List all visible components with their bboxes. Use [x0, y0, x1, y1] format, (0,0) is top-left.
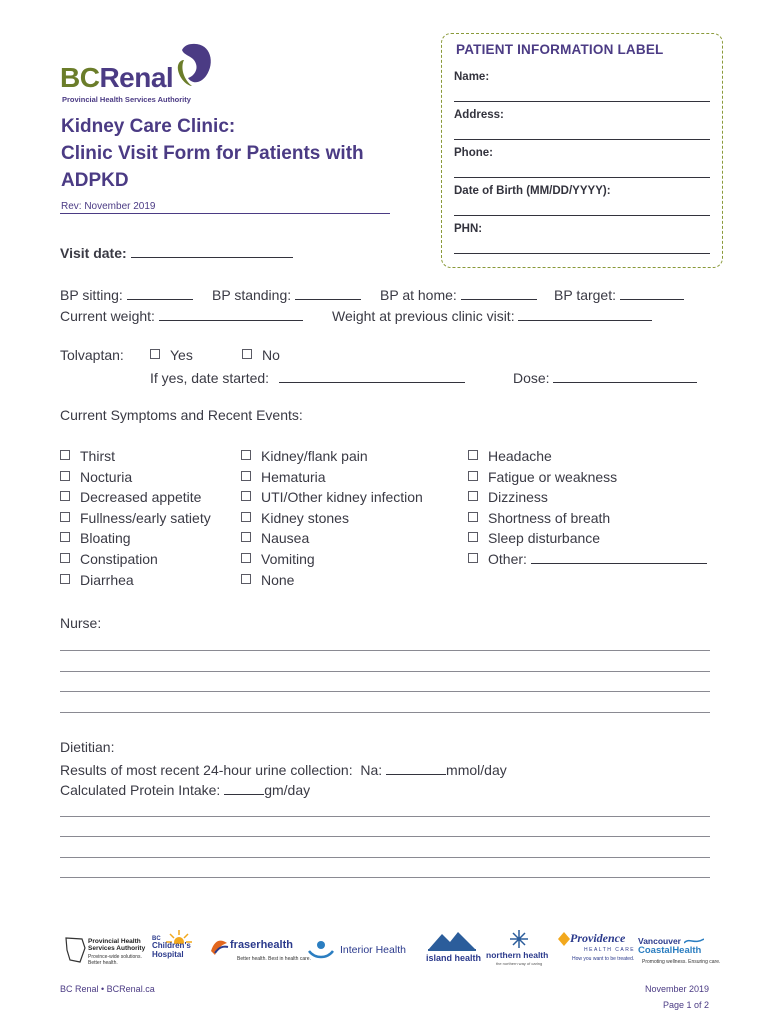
bc-map-icon	[64, 936, 86, 964]
symptom-item[interactable]	[241, 446, 423, 467]
phn-field-line[interactable]	[454, 253, 710, 254]
symptoms-column-1	[60, 446, 211, 590]
current-weight-label: Current weight:	[60, 308, 155, 324]
visit-date-row	[60, 243, 293, 261]
visit-date-label: Visit date:	[60, 245, 127, 261]
dietitian-label: Dietitian:	[60, 739, 115, 755]
previous-weight-label: Weight at previous clinic visit:	[332, 308, 515, 324]
interior-health-icon	[307, 939, 335, 961]
yes-checkbox[interactable]	[150, 349, 160, 359]
providence-tagline: How you want to be treated.	[572, 956, 635, 962]
title-line-1: Kidney Care Clinic:	[61, 116, 236, 137]
title-line-3: ADPKD	[61, 170, 129, 191]
fraser-tagline: Better health. Best in health care.	[237, 956, 311, 962]
sodium-unit: mmol/day	[446, 762, 507, 778]
vch-name-line-1: Vancouver	[638, 936, 681, 946]
checkbox[interactable]	[241, 553, 251, 563]
symptom-label: Shortness of breath	[488, 509, 611, 526]
footer-date: November 2019	[644, 984, 709, 994]
bp-standing-label: BP standing:	[212, 287, 292, 303]
yes-label: Yes	[170, 347, 193, 363]
logo-renal: Renal	[99, 62, 174, 93]
bp-sitting	[60, 285, 193, 303]
symptom-label: Vomiting	[261, 550, 315, 567]
title-line-2: Clinic Visit Form for Patients with	[61, 143, 364, 164]
checkbox[interactable]	[468, 491, 478, 501]
symptom-item[interactable]	[468, 446, 707, 467]
previous-weight-field[interactable]	[518, 306, 652, 321]
previous-weight	[332, 306, 652, 324]
nurse-line[interactable]	[60, 712, 710, 713]
symptoms-column-2	[241, 446, 423, 590]
bc-childrens-hospital-logo	[152, 930, 202, 968]
snowflake-icon	[510, 930, 528, 948]
bp-target-field[interactable]	[620, 285, 684, 300]
current-weight-field[interactable]	[159, 306, 303, 321]
symptom-item[interactable]	[60, 508, 211, 529]
symptom-label: Fullness/early satiety	[80, 509, 211, 526]
symptom-label: Fatigue or weakness	[488, 468, 618, 485]
logo-subtitle: Provincial Health Services Authority	[62, 95, 191, 104]
symptom-item[interactable]	[60, 487, 211, 508]
no-label: No	[262, 347, 280, 363]
symptom-label: Thirst	[80, 448, 115, 464]
northern-health-logo	[486, 930, 552, 966]
nurse-label: Nurse:	[60, 615, 102, 631]
tolvaptan-date-started	[150, 368, 465, 386]
visit-date-field[interactable]	[131, 243, 293, 258]
page-title	[61, 113, 364, 194]
checkbox[interactable]	[241, 491, 251, 501]
providence-emblem-icon	[558, 932, 570, 946]
nurse-line[interactable]	[60, 691, 710, 692]
dietitian-line[interactable]	[60, 877, 710, 878]
address-field-line[interactable]	[454, 139, 710, 140]
protein-intake-row	[60, 780, 310, 798]
symptom-label: UTI/Other kidney infection	[261, 489, 423, 506]
checkbox[interactable]	[60, 574, 70, 584]
symptom-item[interactable]	[60, 570, 211, 591]
checkbox[interactable]	[60, 512, 70, 522]
symptom-label: Nocturia	[80, 468, 133, 485]
dose-field[interactable]	[553, 368, 697, 383]
symptom-label: None	[261, 571, 295, 588]
dietitian-line[interactable]	[60, 857, 710, 858]
checkbox[interactable]	[60, 471, 70, 481]
vch-tagline: Promoting wellness. Ensuring care.	[642, 959, 721, 965]
symptom-item[interactable]	[241, 487, 423, 508]
name-field-line[interactable]	[454, 101, 710, 102]
checkbox[interactable]	[241, 471, 251, 481]
symptom-label: Decreased appetite	[80, 489, 202, 506]
providence-subtitle: HEALTH CARE	[584, 947, 636, 953]
island-name: island health	[426, 953, 482, 963]
bp-standing	[212, 285, 361, 303]
urine-collection-label: Results of most recent 24-hour urine collection: Na:	[60, 762, 387, 778]
phsa-name: Provincial Health Services Authority	[88, 938, 146, 952]
checkbox[interactable]	[60, 450, 70, 460]
checkbox[interactable]	[468, 450, 478, 460]
symptoms-column-3	[468, 446, 707, 570]
symptom-item[interactable]	[468, 508, 707, 529]
protein-intake-label: Calculated Protein Intake:	[60, 782, 225, 798]
checkbox[interactable]	[60, 553, 70, 563]
other-symptom-field[interactable]	[531, 549, 707, 564]
symptom-label: Sleep disturbance	[488, 530, 601, 547]
vancouver-coastal-health-logo	[638, 936, 721, 968]
patient-information-label-box	[441, 33, 723, 268]
providence-health-care-logo	[558, 930, 636, 966]
checkbox[interactable]	[241, 512, 251, 522]
checkbox[interactable]	[468, 553, 478, 563]
wave-icon	[684, 937, 704, 945]
logo-bc: BC	[60, 62, 100, 93]
interior-health-logo	[307, 939, 415, 963]
symptom-item[interactable]	[241, 570, 423, 591]
date-started-label: If yes, date started:	[150, 370, 270, 386]
bcrenal-logo	[60, 40, 220, 104]
bp-sitting-label: BP sitting:	[60, 287, 123, 303]
checkbox[interactable]	[241, 574, 251, 584]
title-divider	[60, 213, 390, 214]
bp-sitting-field[interactable]	[127, 285, 193, 300]
symptom-item[interactable]	[241, 467, 423, 488]
dose-label: Dose:	[513, 370, 550, 386]
phone-field-label: Phone:	[454, 147, 493, 159]
revision-date: Rev: November 2019	[61, 201, 156, 212]
checkbox[interactable]	[241, 532, 251, 542]
bp-home	[380, 285, 537, 303]
fraser-name: fraserhealth	[230, 939, 293, 951]
symptom-item[interactable]	[60, 549, 211, 570]
symptom-item[interactable]	[468, 528, 707, 549]
symptom-item[interactable]	[468, 467, 707, 488]
tolvaptan-yes[interactable]	[150, 347, 193, 363]
dob-field-label: Date of Birth (MM/DD/YYYY):	[454, 185, 611, 197]
fraser-health-logo	[209, 937, 311, 965]
kidney-swoosh-icon	[170, 40, 218, 92]
northern-tagline: the northern way of caring	[496, 961, 543, 966]
tolvaptan-dose	[513, 368, 697, 386]
dietitian-line[interactable]	[60, 836, 710, 837]
bp-target-label: BP target:	[554, 287, 617, 303]
phsa-logo	[64, 934, 150, 968]
vch-name-line-2: CoastalHealth	[638, 945, 702, 956]
name-field-label: Name:	[454, 71, 490, 83]
phsa-tagline: Province-wide solutions. Better health.	[88, 954, 142, 966]
checkbox[interactable]	[468, 512, 478, 522]
fraser-health-icon	[209, 937, 229, 955]
symptom-item[interactable]	[468, 487, 707, 508]
bp-target	[554, 285, 684, 303]
checkbox[interactable]	[60, 532, 70, 542]
sodium-field[interactable]	[386, 760, 446, 775]
checkbox[interactable]	[241, 450, 251, 460]
symptom-label: Other:	[488, 550, 527, 567]
protein-unit: gm/day	[264, 782, 311, 798]
mountain-icon	[428, 930, 476, 952]
symptom-label: Diarrhea	[80, 571, 134, 588]
symptom-label: Kidney stones	[261, 509, 349, 526]
symptom-label: Kidney/flank pain	[261, 448, 368, 464]
symptom-item[interactable]	[60, 528, 211, 549]
symptom-item[interactable]	[468, 549, 707, 570]
patient-label-heading: PATIENT INFORMATION LABEL	[456, 42, 664, 57]
nurse-line[interactable]	[60, 650, 710, 651]
footer-website: BC Renal • BCRenal.ca	[60, 984, 155, 994]
current-weight	[60, 306, 303, 324]
bp-home-field[interactable]	[461, 285, 537, 300]
symptom-label: Constipation	[80, 550, 158, 567]
symptoms-heading: Current Symptoms and Recent Events:	[60, 407, 303, 423]
symptom-item[interactable]	[60, 446, 211, 467]
checkbox[interactable]	[468, 471, 478, 481]
bcch-prefix: BC	[152, 936, 161, 942]
symptom-label: Dizziness	[488, 489, 548, 506]
symptom-item[interactable]	[241, 549, 423, 570]
symptom-item[interactable]	[241, 528, 423, 549]
bp-home-label: BP at home:	[380, 287, 457, 303]
island-health-logo	[424, 930, 480, 966]
address-field-label: Address:	[454, 109, 504, 121]
protein-field[interactable]	[224, 780, 264, 795]
dietitian-line[interactable]	[60, 816, 710, 817]
northern-name: northern health	[486, 950, 549, 960]
symptom-label: Bloating	[80, 530, 131, 547]
checkbox[interactable]	[468, 532, 478, 542]
date-started-field[interactable]	[279, 368, 465, 383]
symptom-label: Headache	[488, 448, 552, 464]
bcch-name: Children's Hospital	[152, 941, 191, 959]
providence-name: Providence	[570, 931, 626, 945]
no-checkbox[interactable]	[242, 349, 252, 359]
dob-field-line[interactable]	[454, 215, 710, 216]
symptom-item[interactable]	[60, 467, 211, 488]
symptom-item[interactable]	[241, 508, 423, 529]
tolvaptan-no[interactable]	[242, 347, 280, 363]
symptom-label: Hematuria	[261, 468, 326, 485]
tolvaptan-label: Tolvaptan:	[60, 347, 124, 363]
nurse-line[interactable]	[60, 671, 710, 672]
checkbox[interactable]	[60, 491, 70, 501]
phone-field-line[interactable]	[454, 177, 710, 178]
phn-field-label: PHN:	[454, 223, 483, 235]
bp-standing-field[interactable]	[295, 285, 361, 300]
symptom-label: Nausea	[261, 530, 310, 547]
urine-collection-row	[60, 760, 507, 778]
interior-name: Interior Health	[340, 944, 406, 956]
page-number: Page 1 of 2	[662, 1000, 709, 1010]
